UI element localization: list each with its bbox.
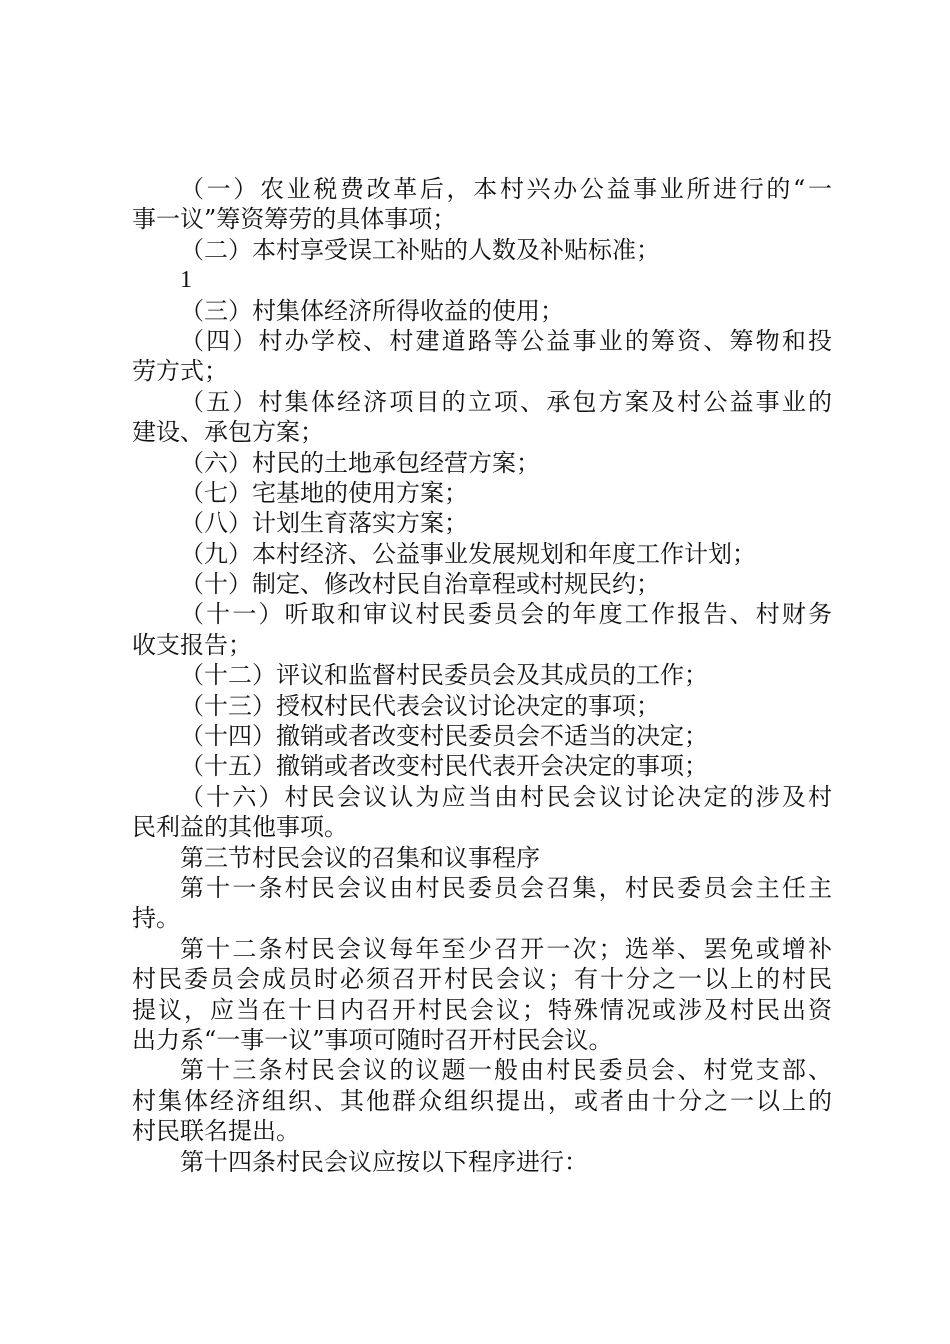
- text-line: 村民联名提出。: [132, 1117, 300, 1146]
- text-line: 持。: [132, 904, 180, 933]
- text-line: （十一）听取和审议村民委员会的年度工作报告、村财务: [180, 600, 832, 629]
- text-line: （九）本村经济、公益事业发展规划和年度工作计划；: [180, 539, 756, 568]
- text-line: 劳方式；: [132, 357, 228, 386]
- text-line: 村民委员会成员时必须召开村民会议；有十分之一以上的村民: [132, 965, 832, 994]
- text-line: 第十三条村民会议的议题一般由村民委员会、村党支部、: [180, 1056, 832, 1085]
- text-line: 第十二条村民会议每年至少召开一次；选举、罢免或增补: [180, 934, 832, 963]
- text-line: 提议，应当在十日内召开村民会议；特殊情况或涉及村民出资: [132, 995, 832, 1024]
- text-line: （七）宅基地的使用方案；: [180, 478, 468, 507]
- text-line: 村集体经济组织、其他群众组织提出，或者由十分之一以上的: [132, 1086, 832, 1115]
- text-line: （一）农业税费改革后，本村兴办公益事业所进行的“一: [180, 175, 832, 203]
- text-line: （十二）评议和监督村民委员会及其成员的工作；: [180, 661, 708, 690]
- text-line: （三）村集体经济所得收益的使用；: [180, 296, 564, 325]
- text-line: （五）村集体经济项目的立项、承包方案及村公益事业的: [180, 387, 832, 416]
- text-line: 建设、承包方案；: [132, 418, 324, 447]
- section-heading: 第三节村民会议的召集和议事程序: [180, 843, 540, 872]
- text-line: （十）制定、修改村民自治章程或村规民约；: [180, 570, 660, 599]
- text-line: 第十一条村民会议由村民委员会召集，村民委员会主任主: [180, 873, 832, 902]
- page-number: 1: [180, 267, 192, 294]
- text-line: 第十四条村民会议应按以下程序进行：: [180, 1147, 588, 1176]
- text-line: 民利益的其他事项。: [132, 813, 348, 842]
- text-line: 出力系“一事一议”事项可随时召开村民会议。: [132, 1025, 613, 1054]
- text-line: 收支报告；: [132, 630, 252, 659]
- text-line: （六）村民的土地承包经营方案；: [180, 448, 540, 477]
- text-line: （二）本村享受误工补贴的人数及补贴标准；: [180, 235, 660, 264]
- text-line: （八）计划生育落实方案；: [180, 509, 468, 538]
- text-line: （十五）撤销或者改变村民代表开会决定的事项；: [180, 752, 708, 781]
- text-line: （十三）授权村民代表会议讨论决定的事项；: [180, 691, 660, 720]
- text-line: 事一议”筹资筹劳的具体事项；: [132, 205, 457, 234]
- text-line: （四）村办学校、村建道路等公益事业的筹资、筹物和投: [180, 326, 832, 355]
- document-body: [132, 174, 832, 1177]
- text-line: （十四）撤销或者改变村民委员会不适当的决定；: [180, 722, 708, 751]
- text-line: （十六）村民会议认为应当由村民会议讨论决定的涉及村: [180, 782, 832, 811]
